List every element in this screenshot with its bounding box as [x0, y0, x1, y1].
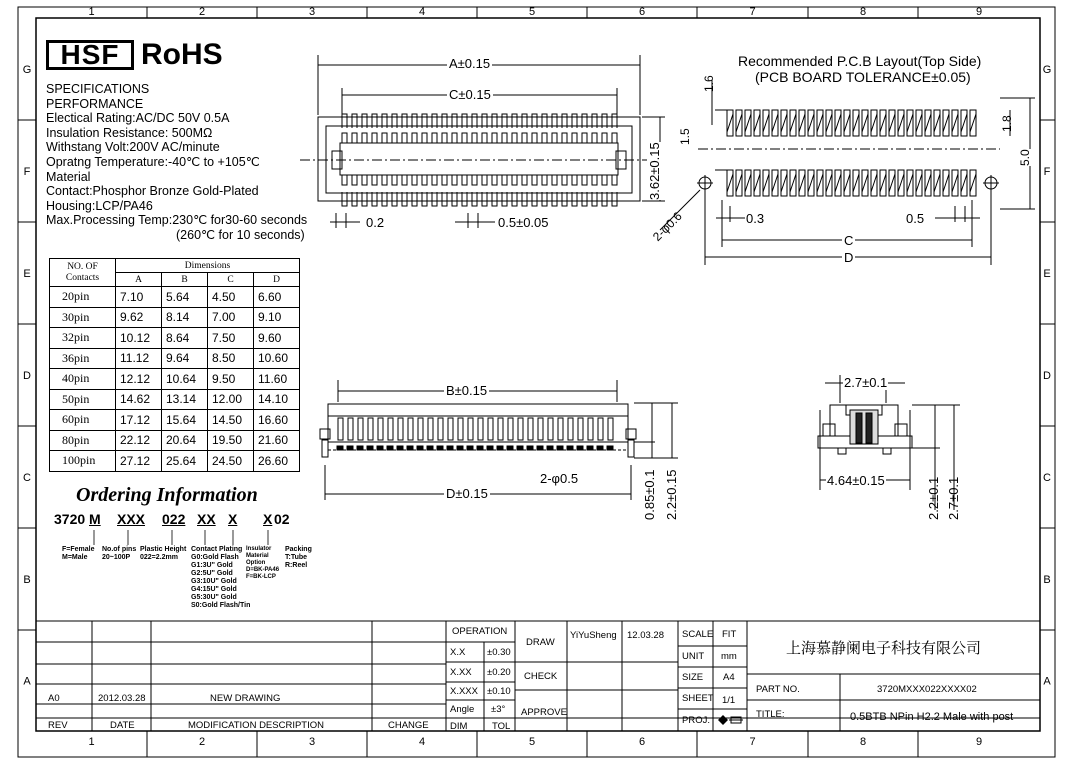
spec-line: Insulation Resistance: 500MΩ	[46, 125, 213, 140]
tb-part-no: 3720MXXX022XXXX02	[877, 684, 977, 695]
tb-tol-angle-value: ±3°	[491, 704, 506, 715]
tb-dim: DIM	[450, 721, 468, 732]
dim-c-cell: 12.00	[208, 389, 254, 410]
dim-label-2-7: 2.7±0.1	[844, 375, 888, 390]
dim-b-cell: 25.64	[162, 451, 208, 472]
grid-column-label: 6	[638, 736, 646, 748]
pcb-dim-c: C	[844, 233, 854, 248]
dim-label-a: A±0.15	[449, 56, 491, 71]
grid-column-label: 4	[418, 736, 426, 748]
dim-c-cell: 24.50	[208, 451, 254, 472]
code-packing: X	[263, 511, 273, 527]
grid-row-label: G	[22, 64, 32, 76]
dim-d-cell: 21.60	[254, 430, 300, 451]
dim-label-0-85: 0.85±0.1	[642, 469, 657, 520]
grid-row-label: B	[23, 574, 31, 586]
tb-header-date: DATE	[110, 720, 135, 731]
dim-d-cell: 16.60	[254, 410, 300, 431]
dim-d-cell: 9.60	[254, 328, 300, 349]
spec-line: PERFORMANCE	[46, 96, 144, 111]
tb-approve: APPROVE	[521, 707, 567, 718]
spec-line: Withstang Volt:200V AC/minute	[46, 140, 220, 155]
dim-c-cell: 9.50	[208, 369, 254, 390]
dim-label-2-2-end: 2.2±0.1	[926, 476, 941, 520]
note-gender: F=Female M=Male	[62, 546, 95, 561]
dim-d-cell: 9.10	[254, 307, 300, 328]
grid-column-label: 2	[198, 736, 206, 748]
dim-label-post-hole: 2-φ0.5	[540, 471, 579, 486]
pcb-title: Recommended P.C.B Layout(Top Side)	[738, 53, 982, 69]
grid-row-label: G	[1042, 64, 1052, 76]
spec-line: Contact:Phosphor Bronze Gold-Plated	[46, 184, 259, 199]
dim-c-cell: 19.50	[208, 430, 254, 451]
note-height: Plastic Height 022=2.2mm	[140, 546, 187, 561]
spec-line: Electical Rating:AC/DC 50V 0.5A	[46, 111, 230, 126]
contacts-header: NO. OF Contacts	[50, 259, 116, 287]
dim-label-4-64: 4.64±0.15	[827, 473, 885, 488]
tb-rev: A0	[48, 693, 60, 704]
pcb-dim-1-8: 1.8	[1000, 115, 1014, 132]
col-header-a: A	[116, 273, 162, 287]
tb-tol-xxxx-label: X.XXX	[450, 686, 478, 697]
pin-count-cell: 40pin	[50, 369, 116, 390]
tb-rev-desc: NEW DRAWING	[210, 693, 281, 704]
pcb-dim-1-5: 1.5	[678, 128, 692, 145]
tb-tol-xxx-label: X.XX	[450, 667, 472, 678]
grid-column-label: 1	[88, 6, 95, 18]
dim-a-cell: 7.10	[116, 287, 162, 308]
grid-column-label: 8	[859, 6, 867, 18]
spec-line: Max.Processing Temp:230℃ for30-60 seconds	[46, 213, 308, 228]
projection-symbol-icon	[716, 713, 744, 727]
tb-rev-date: 2012.03.28	[98, 693, 146, 704]
dim-label-pitch: 0.5±0.05	[498, 215, 549, 230]
tb-header-desc: MODIFICATION DESCRIPTION	[188, 720, 324, 731]
grid-column-label: 7	[749, 6, 756, 18]
code-suffix: 02	[274, 511, 290, 527]
pcb-dim-0-3: 0.3	[746, 211, 765, 226]
dim-label-height: 3.62±0.15	[647, 142, 662, 200]
dim-a-cell: 11.12	[116, 348, 162, 369]
tb-scale-value: FIT	[722, 629, 737, 640]
spec-line: (260℃ for 10 seconds)	[176, 227, 305, 242]
grid-column-label: 5	[528, 6, 536, 18]
pin-count-cell: 20pin	[50, 287, 116, 308]
grid-column-label: 2	[198, 6, 206, 18]
tb-scale: SCALE	[682, 629, 714, 640]
grid-column-label: 6	[638, 6, 646, 18]
spec-line: Housing:LCP/PA46	[46, 198, 153, 213]
note-pins: No.of pins 20~100P	[102, 546, 137, 561]
tb-draw-date: 12.03.28	[627, 630, 664, 641]
code-plating: XX	[197, 511, 216, 527]
ordering-title: Ordering Information	[76, 484, 258, 506]
grid-column-label: 8	[859, 736, 867, 748]
dim-a-cell: 14.62	[116, 389, 162, 410]
tb-operation: OPERATION	[452, 626, 508, 637]
dim-b-cell: 8.14	[162, 307, 208, 328]
dim-label-d: D±0.15	[446, 486, 488, 501]
tb-drawer: YiYuSheng	[570, 630, 617, 641]
col-header-b: B	[162, 273, 208, 287]
tb-tol-xx-label: X.X	[450, 647, 466, 658]
grid-row-label: A	[23, 675, 31, 688]
code-pins: XXX	[117, 511, 146, 527]
dim-d-cell: 14.10	[254, 389, 300, 410]
code-gender: M	[89, 511, 101, 527]
pcb-dim-1-6: 1.6	[702, 75, 716, 92]
col-header-d: D	[254, 273, 300, 287]
tb-sheet-value: 1/1	[722, 695, 736, 706]
dim-a-cell: 9.62	[116, 307, 162, 328]
pcb-dim-5-0: 5.0	[1018, 149, 1032, 166]
pin-count-cell: 60pin	[50, 410, 116, 431]
company-name: 上海慕静阑电子科技有限公司	[786, 639, 982, 657]
tb-title: 0.5BTB NPin H2.2 Male with post	[850, 711, 1014, 723]
dim-b-cell: 9.64	[162, 348, 208, 369]
pin-count-cell: 32pin	[50, 328, 116, 349]
tb-size: SIZE	[682, 672, 704, 683]
pin-count-cell: 30pin	[50, 307, 116, 328]
dim-b-cell: 10.64	[162, 369, 208, 390]
tb-tol-angle-label: Angle	[450, 704, 475, 715]
pin-count-cell: 80pin	[50, 430, 116, 451]
col-header-c: C	[208, 273, 254, 287]
tb-unit: UNIT	[682, 651, 705, 662]
dim-b-cell: 5.64	[162, 287, 208, 308]
dim-d-cell: 10.60	[254, 348, 300, 369]
tb-header-rev: REV	[48, 720, 68, 731]
dim-c-cell: 7.50	[208, 328, 254, 349]
pcb-dim-d: D	[844, 250, 854, 265]
grid-column-label: 1	[88, 736, 95, 748]
dim-label-2-7-end: 2.7±0.1	[946, 476, 961, 520]
pcb-hole-label: 2-φ0.6	[650, 209, 685, 244]
grid-column-label: 9	[975, 6, 983, 18]
grid-row-label: B	[1043, 574, 1051, 586]
grid-column-label: 3	[308, 6, 316, 18]
dim-label-b: B±0.15	[446, 383, 488, 398]
grid-column-label: 4	[418, 6, 426, 18]
tb-check: CHECK	[524, 671, 558, 682]
dim-d-cell: 26.60	[254, 451, 300, 472]
dim-d-cell: 6.60	[254, 287, 300, 308]
tb-tol-xxx-value: ±0.20	[487, 667, 511, 678]
grid-column-label: 5	[528, 736, 536, 748]
dim-a-cell: 12.12	[116, 369, 162, 390]
grid-row-label: F	[1043, 166, 1051, 178]
pcb-dim-0-5: 0.5	[906, 211, 925, 226]
tb-draw: DRAW	[526, 637, 555, 648]
tb-part-no-label: PART NO.	[756, 684, 800, 695]
note-contact: Contact Plating G0:Gold Flash G1:3U" Gold G2:5U" Gold G3:10U" Gold G4:15U" Gold G5:30U" Gold S0:Gold Flash/Tin	[191, 546, 251, 609]
pcb-tolerance: (PCB BOARD TOLERANCE±0.05)	[755, 69, 971, 85]
dim-label-c: C±0.15	[449, 87, 491, 102]
dim-c-cell: 7.00	[208, 307, 254, 328]
tb-unit-value: mm	[721, 651, 737, 662]
pin-count-cell: 36pin	[50, 348, 116, 369]
dim-label-2-2-side: 2.2±0.15	[664, 469, 679, 520]
dim-a-cell: 10.12	[116, 328, 162, 349]
code-series: 3720	[54, 511, 86, 527]
code-height: 022	[162, 511, 186, 527]
code-insulator: X	[228, 511, 238, 527]
tb-sheet: SHEET	[682, 693, 714, 704]
grid-column-label: 9	[975, 736, 983, 748]
grid-row-label: E	[23, 268, 31, 280]
grid-row-label: C	[1043, 472, 1051, 484]
dim-b-cell: 8.64	[162, 328, 208, 349]
dim-c-cell: 14.50	[208, 410, 254, 431]
grid-row-label: F	[23, 166, 31, 178]
dim-b-cell: 15.64	[162, 410, 208, 431]
spec-line: Material	[46, 169, 91, 184]
dim-a-cell: 17.12	[116, 410, 162, 431]
dim-label-0-2: 0.2	[366, 215, 385, 230]
note-insulator: Insulator Material Option D=BK-PA46 F=BK-LCP	[246, 546, 280, 580]
hsf-logo: HSF	[46, 40, 134, 70]
grid-column-label: 3	[308, 736, 316, 748]
tb-tol-xx-value: ±0.30	[487, 647, 511, 658]
grid-row-label: E	[1043, 268, 1051, 280]
tb-header-change: CHANGE	[388, 720, 429, 731]
spec-line: SPECIFICATIONS	[46, 82, 150, 96]
tb-size-value: A4	[723, 672, 735, 683]
spec-line: Opratng Temperature:-40℃ to +105℃	[46, 154, 260, 169]
tb-proj: PROJ.	[682, 715, 710, 726]
dim-d-cell: 11.60	[254, 369, 300, 390]
dim-a-cell: 22.12	[116, 430, 162, 451]
grid-column-label: 7	[749, 736, 756, 748]
dim-b-cell: 13.14	[162, 389, 208, 410]
grid-row-label: D	[1043, 370, 1051, 382]
grid-row-label: A	[1043, 675, 1051, 688]
tb-tol-xxxx-value: ±0.10	[487, 686, 511, 697]
rohs-logo: RoHS	[141, 38, 223, 71]
dim-c-cell: 4.50	[208, 287, 254, 308]
pin-count-cell: 50pin	[50, 389, 116, 410]
grid-row-label: C	[23, 472, 31, 484]
pin-count-cell: 100pin	[50, 451, 116, 472]
grid-row-label: D	[23, 370, 31, 382]
tb-title-label: TITLE:	[756, 709, 785, 720]
dimensions-header: Dimensions	[116, 259, 300, 273]
dim-c-cell: 8.50	[208, 348, 254, 369]
dim-a-cell: 27.12	[116, 451, 162, 472]
dim-b-cell: 20.64	[162, 430, 208, 451]
note-packing: Packing T:Tube R:Reel	[285, 546, 312, 569]
tb-tol: TOL	[492, 721, 511, 732]
